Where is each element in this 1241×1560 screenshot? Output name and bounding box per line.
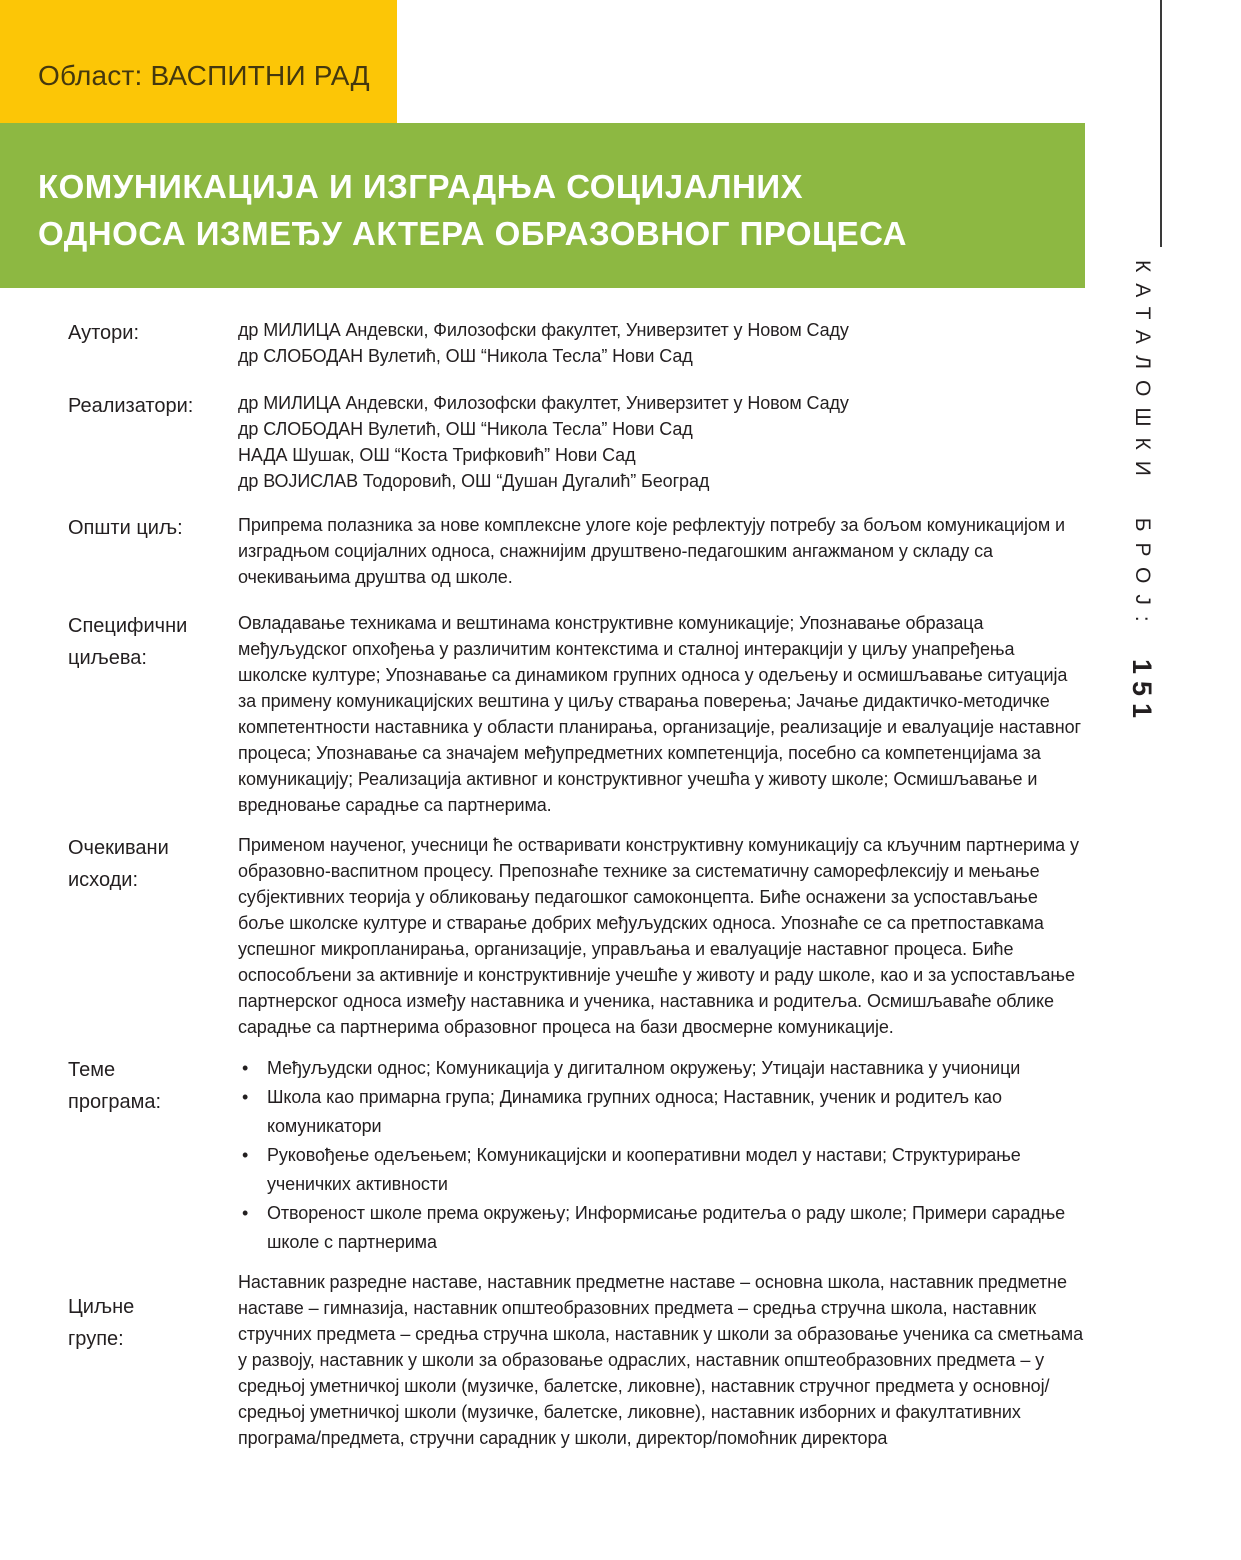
- section-content-expected-outcomes: [238, 832, 1084, 1040]
- label-line: Очекивани: [68, 837, 169, 859]
- catalog-number-value: 151: [1127, 658, 1157, 725]
- content-line: др МИЛИЦА Андевски, Филозофски факултет, Универзитет у Новом Саду: [238, 320, 849, 340]
- content-paragraph: Применом наученог, учесници ће остваривати конструктивну комуникацију са кључним партнерима у образовно-васпитном процесу. Препознаће технике за систематичну саморефлексију и мењање субјективних теорија у обликовању педагошког самоконцепта. Биће оснажени за успостављање боље школске културе и стварање добрих међуљудских односа. Упознаће се са претпоставкама успешног микропланирања, организације, управљања и евалуације наставног процеса. Биће оспособљени за активније и конструктивније учешће у животу и раду школе, као и за успостављање партнерског односа између наставника и ученика, наставника и родитеља. Осмишљаваће облике сарадње са партнерима образовног процеса на бази двосмерне комуникације.: [238, 835, 1079, 1037]
- label-line: Специфични: [68, 615, 188, 637]
- program-title-banner: [0, 123, 1085, 288]
- program-title-line-2: ОДНОСА ИЗМЕЂУ АКТЕРА ОБРАЗОВНОГ ПРОЦЕСА: [38, 215, 907, 252]
- content-line: НАДА Шушак, ОШ “Коста Трифковић” Нови Сад: [238, 445, 636, 465]
- content-line: др МИЛИЦА Андевски, Филозофски факултет, Универзитет у Новом Саду: [238, 393, 849, 413]
- section-content-target-groups: [238, 1269, 1084, 1451]
- section-specific-goals: [68, 610, 1084, 818]
- sidebar-vertical-rule: [1160, 0, 1162, 247]
- label-line: Циљне: [68, 1296, 135, 1318]
- section-label-specific-goals: [68, 610, 238, 818]
- label-line: програма:: [68, 1091, 162, 1113]
- program-title-line-1: КОМУНИКАЦИЈА И ИЗГРАДЊА СОЦИЈАЛНИХ: [38, 168, 804, 205]
- catalog-entry-sections: [68, 317, 1084, 1451]
- topic-item: • Међуљудски однос; Комуникација у дигиталном окружењу; Утицаји наставника у учионици: [238, 1054, 1084, 1083]
- content-paragraph: Припрема полазника за нове комплексне улоге које рефлектују потребу за бољом комуникацијом и изградњом социјалних односа, снажнијим друштвено-педагошким ангажманом у складу са очекивањима друштва од школе.: [238, 515, 1065, 587]
- content-line: др СЛОБОДАН Вулетић, ОШ “Никола Тесла” Нови Сад: [238, 419, 693, 439]
- area-banner: [0, 0, 397, 123]
- content-line: др СЛОБОДАН Вулетић, ОШ “Никола Тесла” Нови Сад: [238, 346, 693, 366]
- section-label-implementers: [68, 390, 238, 494]
- section-label-target-groups: [68, 1269, 238, 1451]
- section-content-implementers: [238, 390, 1084, 494]
- topic-item: • Школа као примарна група; Динамика групних односа; Наставник, ученик и родитељ као комуникатори: [238, 1083, 1084, 1141]
- catalog-number-sidebar: [1126, 260, 1157, 1540]
- catalog-number-label: КАТАЛОШКИ БРОЈ:: [1131, 260, 1154, 633]
- topic-item: • Руковођење одељењем; Комуникацијски и кооперативни модел у настави; Структурирање ученичких активности: [238, 1141, 1084, 1199]
- label-line: Теме: [68, 1059, 116, 1081]
- section-content-authors: [238, 317, 1084, 369]
- section-label-general-goal: [68, 512, 238, 590]
- label-line: Општи циљ:: [68, 517, 183, 539]
- section-program-topics: [68, 1054, 1084, 1257]
- content-line: др ВОЈИСЛАВ Тодоровић, ОШ “Душан Дугалић” Београд: [238, 471, 710, 491]
- label-line: Аутори:: [68, 322, 140, 344]
- area-label: Област: ВАСПИТНИ РАД: [38, 59, 370, 91]
- label-line: исходи:: [68, 869, 139, 891]
- topic-item: • Отвореност школе према окружењу; Информисање родитеља о раду школе; Примери сарадње школе с партнерима: [238, 1199, 1084, 1257]
- section-expected-outcomes: [68, 832, 1084, 1040]
- topics-list: [238, 1054, 1084, 1257]
- section-content-specific-goals: [238, 610, 1084, 818]
- section-general-goal: [68, 512, 1084, 590]
- label-line: групе:: [68, 1328, 124, 1350]
- label-line: Реализатори:: [68, 395, 194, 417]
- section-implementers: [68, 390, 1084, 494]
- section-content-general-goal: [238, 512, 1084, 590]
- section-content-program-topics: [238, 1054, 1084, 1257]
- section-authors: [68, 317, 1084, 369]
- section-target-groups: [68, 1269, 1084, 1451]
- section-label-expected-outcomes: [68, 832, 238, 1040]
- section-label-authors: [68, 317, 238, 369]
- label-line: циљева:: [68, 647, 147, 669]
- section-label-program-topics: [68, 1054, 238, 1257]
- content-paragraph: Наставник разредне наставе, наставник предметне наставе – основна школа, наставник предметне наставе – гимназија, наставник општеобразовних предмета – средња стручна школа, наставник стручних предмета – средња стручна школа, наставник у школи за образовање ученика са сметњама у развоју, наставник у школи за образовање одраслих, наставник општеобразовних предмета – у средњој уметничкој школи (музичке, балетске, ликовне), наставник стручног предмета у основној/средњој уметничкој школи (музичке, балетске, ликовне), наставник изборних и факултативних програма/предмета, стручни сарадник у школи, директор/помоћник директора: [238, 1272, 1083, 1448]
- content-paragraph: Овладавање техникама и вештинама конструктивне комуникације; Упознавање образаца међуљудског опхођења у различитим контекстима и сталној интеракцији у циљу унапређења школске културе; Упознавање са динамиком групних односа у одељењу и осмишљавање ситуација за примену комуникацијских вештина у циљу стварања поверења; Јачање дидактичко-методичке компетентности наставника у области планирања, организације, реализације и евалуације наставног процеса; Упознавање са значајем међупредметних компетенција, посебно са компетенцијама за комуникацију; Реализација активног и конструктивног учешћа у животу школе; Осмишљавање и вредновање сарадње са партнерима.: [238, 613, 1081, 815]
